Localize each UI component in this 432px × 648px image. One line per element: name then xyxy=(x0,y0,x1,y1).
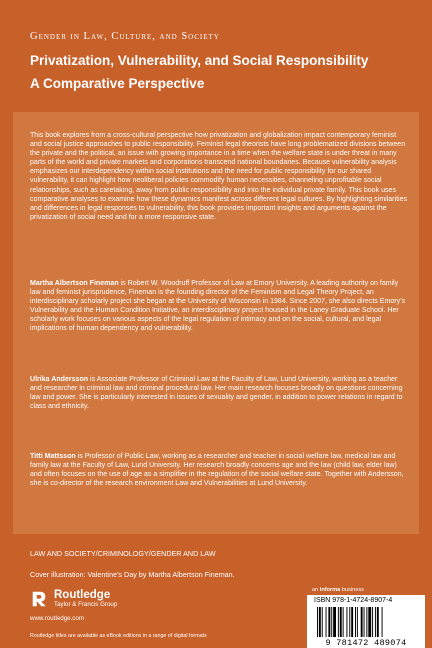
publisher-name: Routledge xyxy=(54,589,111,601)
barcode-bar xyxy=(328,607,330,637)
barcode-bar xyxy=(368,607,371,637)
author-name: Titti Mattsson xyxy=(30,453,76,460)
barcode-icon xyxy=(317,607,417,637)
isbn-label: ISBN 978-1-4724-8907-4 xyxy=(314,597,393,604)
book-title: Privatization, Vulnerability, and Social Responsibility xyxy=(30,53,369,68)
barcode-bar xyxy=(333,607,336,637)
barcode-bar xyxy=(351,607,353,637)
author-bio-text: is Robert W. Woodruff Professor of Law at Emory University. A leading authority on family law and feminist jurisprudence, Fineman is the founding director of the Feminism and Legal Theory Project, an interdisciplinary scholarly project she began at the University of Wisconsin in 1984. Since 2007, she also directs Emory’s Vulnerability and the Human Condition Initiative, an interdisciplinary project housed in the Laney Graduate School. Her scholarly work focuses on various aspects of the legal regulation of intimacy and on the social, cultural, and legal implications of human dependency and vulnerability. xyxy=(30,280,406,333)
barcode-bar xyxy=(364,607,365,637)
barcode-bar xyxy=(322,607,323,637)
barcode-bar xyxy=(382,607,383,637)
informa-name: informa xyxy=(319,587,341,593)
barcode-bar xyxy=(340,607,342,637)
barcode-bar xyxy=(361,607,363,637)
barcode-digits: 9 781472 489074 xyxy=(325,638,407,648)
author-bio-andersson xyxy=(30,375,408,411)
informa-prefix: an xyxy=(312,587,320,593)
barcode-bar xyxy=(326,607,327,637)
ebook-note: Routledge titles are available as eBook editions in a range of digital formats xyxy=(30,633,207,639)
barcode-bar xyxy=(346,607,347,637)
series-title: Gender in Law, Culture, and Society xyxy=(30,31,220,42)
barcode-bar xyxy=(319,607,321,637)
barcode-bar xyxy=(377,607,379,637)
book-subtitle: A Comparative Perspective xyxy=(30,76,205,91)
barcode-bar xyxy=(343,607,344,637)
barcode-bar xyxy=(366,607,367,637)
barcode-box xyxy=(307,595,425,648)
publisher-url: www.routledge.com xyxy=(30,615,84,622)
author-name: Martha Albertson Fineman xyxy=(30,280,119,287)
barcode-bar xyxy=(349,607,350,637)
informa-business-label xyxy=(312,587,364,593)
publisher-logo xyxy=(30,589,117,609)
routledge-logo-icon xyxy=(30,590,48,608)
author-bio-fineman xyxy=(30,279,408,334)
author-bio-text: is Professor of Public Law, working as a researcher and teacher in social welfare law, medical law and family law at the Faculty of Law, Lund University. Her research broadly concerns age and the law (child law, elder law) and often focuses on the use of age as a simplifier in the regulation of the social welfare state. Together with Andersson, she is co-director of the research environment Law and Vulnerabilities at Lund University. xyxy=(30,453,404,488)
barcode-bar xyxy=(357,607,358,637)
author-name: Ulrika Andersson xyxy=(30,376,89,383)
author-bio-text: is Associate Professor of Criminal Law at the Faculty of Law, Lund University, working as a teacher and researcher in criminal law and criminal procedural law. Her main research focuses broadly on questions concerning law and power. She is particularly interested in issues of sexuality and gender, in addition to power relations in regard to class and ethnicity. xyxy=(30,376,403,411)
cover-credit: Cover illustration: Valentine’s Day by Martha Albertson Fineman. xyxy=(30,570,235,579)
barcode-bar xyxy=(375,607,376,637)
publisher-group: Taylor & Francis Group xyxy=(54,601,118,608)
barcode-bar xyxy=(338,607,339,637)
barcode-bar xyxy=(331,607,332,637)
author-bio-mattsson xyxy=(30,452,408,488)
barcode-bar xyxy=(317,607,318,637)
barcode-bar xyxy=(355,607,356,637)
barcode-bar xyxy=(372,607,373,637)
book-description: This book explores from a cross-cultural perspective how privatization and globalization impact contemporary feminist and social justice approaches to public responsibility. Feminist legal theorists have long problematized divisions between the private and the political, an issue with growing importance in a time when the welfare state is under threat in many parts of the world and private markets and corporations transcend national boundaries. Because vulnerability analysis emphasizes our interdependency within social institutions and the need for public responsibility for our shared vulnerability, it can highlight how neoliberal policies commodify human necessities, channeling unprofitable social relationships, such as caretaking, away from public responsibility and into the individual private family. This book uses comparative analyses to examine how these dynamics manifest across different legal cultures. By highlighting similarities and differences in legal responses to vulnerability, this book provides important insights and arguments against the privatization of social need and for a more responsive state. xyxy=(30,132,408,221)
subject-categories: LAW AND SOCIETY/CRIMINOLOGY/GENDER AND LAW xyxy=(30,549,216,558)
informa-suffix: business xyxy=(340,587,364,593)
